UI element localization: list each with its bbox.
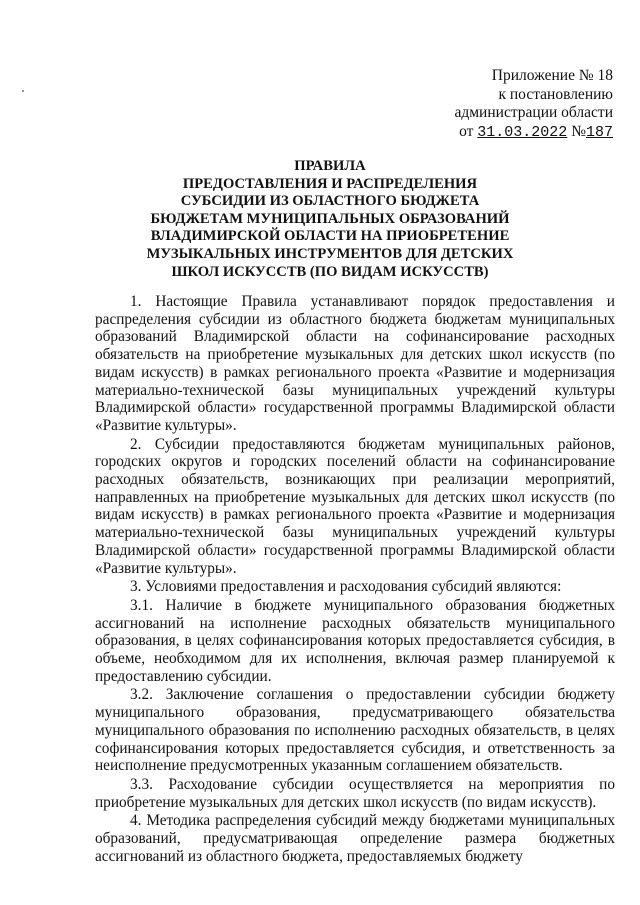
paragraph-3-2: 3.2. Заключение соглашения о предоставлении субсидии бюджету муниципального образования, предусматривающего обязательства муниципального образования по исполнению расходных обязательств, в целях софинансирования которых предоставляется субсидия, и ответственность за неисполнение предусмотренных указанным соглашением обязательств. bbox=[95, 686, 615, 775]
title-line-5: ВЛАДИМИРСКОЙ ОБЛАСТИ НА ПРИОБРЕТЕНИЕ bbox=[150, 228, 510, 245]
appendix-header bbox=[454, 67, 613, 142]
date-prefix: от bbox=[459, 122, 474, 140]
number-prefix: № bbox=[571, 122, 586, 140]
decree-number: 187 bbox=[585, 123, 613, 141]
paragraph-3-1: 3.1. Наличие в бюджете муниципального образования бюджетных ассигнований на исполнение расходных обязательств муниципального образования, в целях софинансирования которых предоставляется субсидия, в объеме, необходимом для их исполнения, включая размер планируемой к предоставлению субсидии. bbox=[95, 596, 615, 685]
title-line-6: МУЗЫКАЛЬНЫХ ИНСТРУМЕНТОВ ДЛЯ ДЕТСКИХ bbox=[146, 245, 514, 262]
paragraph-3-3: 3.3. Расходование субсидии осуществляется на мероприятия по приобретение музыкальных для детских школ искусств (по видам искусств). bbox=[95, 775, 615, 811]
title-line-4: БЮДЖЕТАМ МУНИЦИПАЛЬНЫХ ОБРАЗОВАНИЙ bbox=[150, 210, 510, 227]
title-line-7: ШКОЛ ИСКУССТВ (ПО ВИДАМ ИСКУССТВ) bbox=[171, 263, 489, 280]
paragraph-2: 2. Субсидии предоставляются бюджетам муниципальных районов, городских округов и городских поселений области на софинансирование расходных обязательств, возникающих при реализации мероприятий, направленных на приобретение музыкальных для детских школ искусств (по видам искусств) в рамках регионального проекта «Развитие и модернизация материально-технической базы муниципальных учреждений культуры Владимирской области» государственной программы Владимирской области «Развитие культуры». bbox=[95, 435, 615, 577]
document-title bbox=[60, 158, 600, 281]
paragraph-3: 3. Условиями предоставления и расходования субсидий являются: bbox=[130, 578, 562, 596]
title-line-1: ПРАВИЛА bbox=[294, 158, 366, 174]
title-line-2: ПРЕДОСТАВЛЕНИЯ И РАСПРЕДЕЛЕНИЯ bbox=[182, 175, 478, 192]
paragraph-1: 1. Настоящие Правила устанавливают порядок предоставления и распределения субсидии из областного бюджета бюджетам муниципальных образований Владимирской области на софинансирование расходных обязательств на приобретение музыкальных для детских школ искусств (по видам искусств) в рамках регионального проекта «Развитие и модернизация материально-технической базы муниципальных учреждений культуры Владимирской области» государственной программы Владимирской области «Развитие культуры». bbox=[95, 293, 615, 434]
appendix-line-3: администрации области bbox=[454, 104, 613, 121]
paragraph-4: 4. Методика распределения субсидий между бюджетами муниципальных образований, предусматривающая определение размера бюджетных ассигнований из областного бюджета, предоставляемых бюджету bbox=[95, 812, 615, 865]
decree-date: 31.03.2022 bbox=[477, 123, 568, 141]
title-line-3: СУБСИДИИ ИЗ ОБЛАСТНОГО БЮДЖЕТА bbox=[180, 193, 480, 210]
appendix-line-2: к постановлению bbox=[498, 85, 613, 103]
appendix-date-line bbox=[454, 123, 613, 143]
scan-speck bbox=[22, 90, 24, 92]
document-body bbox=[95, 293, 615, 866]
appendix-line-1: Приложение № 18 bbox=[491, 67, 613, 84]
